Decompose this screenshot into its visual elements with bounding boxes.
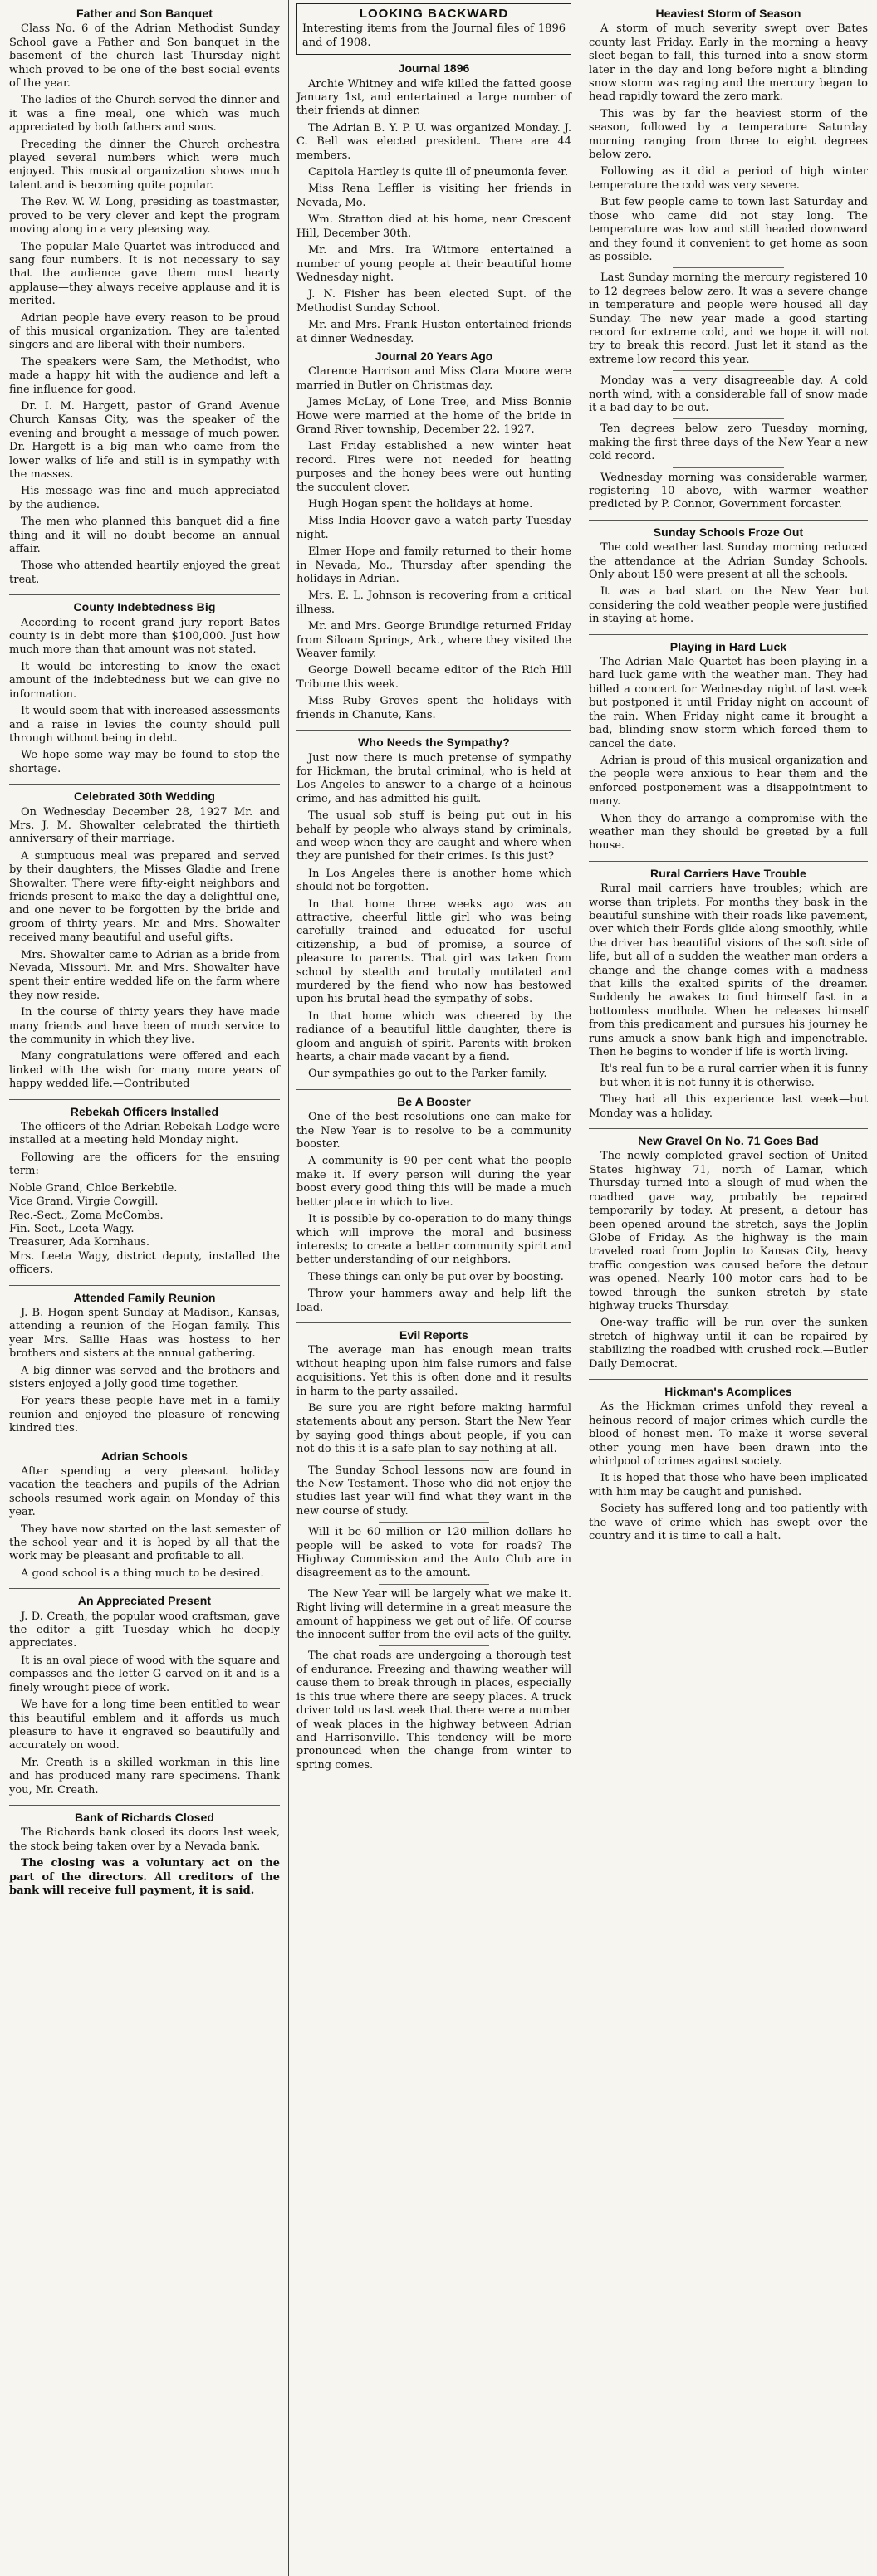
item-divider xyxy=(673,267,784,268)
item-divider xyxy=(379,1460,488,1461)
news-item: Mr. and Mrs. Frank Huston entertained friends at dinner Wednesday. xyxy=(296,319,571,345)
article-headline: Rural Carriers Have Trouble xyxy=(650,866,806,880)
article-paragraph: Adrian is proud of this musical organization and the people were anxious to hear them and the enforced postponement was a disappointment to many. xyxy=(589,754,868,809)
article-hard-luck xyxy=(589,640,868,853)
looking-backward-box xyxy=(296,3,571,55)
article-paragraph: One-way traffic will be run over the sunken stretch of highway until it can be repaired by stabilizing the roadbed with crushed rock.—Butler Daily Democrat. xyxy=(589,1317,868,1371)
article-storm xyxy=(589,7,868,512)
article-headline: Sunday Schools Froze Out xyxy=(653,525,804,539)
article-paragraph: As the Hickman crimes unfold they reveal a heinous record of major crimes which curdle the blood of honest men. To make it worse several other young men have been drawn into the whirlpool of crimes against society. xyxy=(589,1400,868,1468)
article-gravel xyxy=(589,1134,868,1371)
news-item: Last Friday established a new winter heat record. Fires were not needed for heating purposes and the honey bees were out hunting the succulent clover. xyxy=(296,440,571,494)
item-divider xyxy=(673,467,784,468)
article-divider xyxy=(9,1099,280,1100)
article-paragraph: It would seem that with increased assessments and a raise in levies the county should pull through without being in debt. xyxy=(9,705,280,745)
article-paragraph: It is hoped that those who have been implicated with him may be caught and punished. xyxy=(589,1472,868,1498)
article-headline: Attended Family Reunion xyxy=(73,1290,216,1304)
article-headline: Heaviest Storm of Season xyxy=(655,7,801,20)
column-middle xyxy=(292,0,576,2576)
article-paragraph: It is possible by co-operation to do many things which will improve the moral and business interests; to create a better community spirit and better understanding of our neighbors. xyxy=(296,1213,571,1267)
article-headline: County Indebtedness Big xyxy=(73,600,216,614)
article-paragraph: A big dinner was served and the brothers and sisters enjoyed a jolly good time together. xyxy=(9,1364,280,1391)
article-paragraph: After spending a very pleasant holiday vacation the teachers and pupils of the Adrian schools resumed work again on Monday of this year. xyxy=(9,1465,280,1519)
article-paragraph: Dr. I. M. Hargett, pastor of Grand Avenue Church Kansas City, was the speaker of the evening and brought a message of much power. Dr. Hargett is a big man who came from the lower walks of life and still is in sympathy with the masses. xyxy=(9,399,280,481)
news-item: Capitola Hartley is quite ill of pneumonia fever. xyxy=(308,166,569,179)
item-divider xyxy=(673,418,784,419)
article-paragraph: Following are the officers for the ensuing term: xyxy=(9,1151,280,1178)
article-paragraph: His message was fine and much appreciated by the audience. xyxy=(9,485,280,511)
article-paragraph: The newly completed gravel section of United States highway 71, north of Lamar, which Thursday turned into a slough of mud when the roadbed gave way, probably be repaired temporarily by today. At present, a detour has been opened around the stretch, says the Joplin Globe of Friday. As the highway is the main traveled road from Joplin to Kansas City, heavy traffic congestion was caused before the detour was opened. Nearly 100 motor cars had to be towed through the sunken stretch by state highway trucks Thursday. xyxy=(589,1150,868,1312)
news-item: Miss Rena Leffler is visiting her friends in Nevada, Mo. xyxy=(296,183,571,209)
officer-list xyxy=(9,1182,280,1278)
article-paragraph: They have now started on the last semester of the school year and it is hoped by all that the work may be pleasant and profitable to all. xyxy=(9,1523,280,1563)
item-divider xyxy=(673,370,784,371)
news-item: Clarence Harrison and Miss Clara Moore were married in Butler on Christmas day. xyxy=(296,365,571,392)
article-wedding xyxy=(9,789,280,1092)
article-paragraph: We hope some way may be found to stop the shortage. xyxy=(9,749,280,775)
article-divider xyxy=(589,1128,868,1129)
article-accomplices xyxy=(589,1385,868,1543)
article-paragraph: Many congratulations were offered and each linked with the wish for many more years of happy wedded life.—Contributed xyxy=(9,1050,280,1091)
article-paragraph: In the course of thirty years they have made many friends and have been of much service to the community in which they live. xyxy=(9,1006,280,1047)
article-divider xyxy=(296,730,571,731)
article-paragraph: J. D. Creath, the popular wood craftsman, gave the editor a gift Tuesday which he deeply appreciates. xyxy=(9,1610,280,1650)
article-paragraph: Last Sunday morning the mercury registered 10 to 12 degrees below zero. It was a severe change in temperature and people were housed all day Sunday. The new year made a good starting record for extreme cold, and we hope it will not try to break this record. Just let it stand as the extreme low record this year. xyxy=(589,271,868,366)
article-paragraph: The cold weather last Sunday morning reduced the attendance at the Adrian Sunday Schools. Only about 150 were present at all the schools. xyxy=(589,541,868,582)
article-headline: New Gravel On No. 71 Goes Bad xyxy=(638,1134,819,1148)
editorial-item: The chat roads are undergoing a thorough test of endurance. Freezing and thawing weather will cause them to break through in places, especially is this true where there are seepy places. A truck driver told us last week that there were a number of weak places in the highway between Adrian and Harrisonville. This tendency will be more pronounced when the change from winter to spring comes. xyxy=(296,1650,571,1772)
article-divider xyxy=(9,594,280,595)
article-paragraph: Following as it did a period of high winter temperature the cold was very severe. xyxy=(589,165,868,192)
article-paragraph: This was by far the heaviest storm of the season, followed by a temperature Saturday morning ranging from three to eight degrees below zero. xyxy=(589,107,868,162)
officer-item: Rec.-Sect., Zoma McCombs. xyxy=(9,1209,164,1222)
article-paragraph: Just now there is much pretense of sympathy for Hickman, the brutal criminal, who is held at Los Angeles to answer to a charge of a heinous crime, and has admitted his guilt. xyxy=(296,751,571,805)
article-paragraph: The average man has enough mean traits without heaping upon him false rumors and false acquisitions. Yet this is often done and it results in harm to the party assailed. xyxy=(296,1344,571,1398)
article-paragraph: The Adrian Male Quartet has been playing in a hard luck game with the weather man. They had billed a concert for Wednesday night of last week but postponed it until Friday night on account of the rain. When Friday night came it brought a bad, blinding snow storm which forced them to cancel the date. xyxy=(589,656,868,750)
item-divider xyxy=(379,1522,488,1523)
article-paragraph: The closing was a voluntary act on the part of the directors. All creditors of the bank will receive full payment, it is said. xyxy=(9,1857,280,1897)
news-item: Mr. and Mrs. Ira Witmore entertained a number of young people at their beautiful home Wednesday night. xyxy=(296,244,571,284)
article-paragraph: We have for a long time been entitled to wear this beautiful emblem and it affords us much pleasure to have it engraved so beautifully and accurately on wood. xyxy=(9,1699,280,1752)
news-item: Miss India Hoover gave a watch party Tuesday night. xyxy=(296,515,571,541)
article-paragraph: The speakers were Sam, the Methodist, who made a happy hit with the audience and left a fine influence for good. xyxy=(9,355,280,396)
article-rebekah xyxy=(9,1105,280,1278)
column-right xyxy=(585,0,872,2576)
article-headline: Who Needs the Sympathy? xyxy=(358,736,510,750)
article-divider xyxy=(9,1805,280,1806)
article-evil-reports xyxy=(296,1328,571,1772)
article-paragraph: According to recent grand jury report Bates county is in debt more than $100,000. Just how much more than that amount was not stated. xyxy=(9,616,280,657)
article-paragraph: In that home three weeks ago was an attractive, cheerful little girl who was being carefully trained and educated for useful citizenship, a bud of promise, a source of pleasure to parents. That girl was taken from school by stealth and brutally mutilated and murdered by the fiend who now has bestowed upon his brutal head the sympathy of sobs. xyxy=(296,897,571,1006)
news-item: J. N. Fisher has been elected Supt. of the Methodist Sunday School. xyxy=(296,288,571,315)
article-paragraph: The usual sob stuff is being put out in his behalf by people who always stand by criminals, and weep when they are caught and where when they are punished for their crimes. Is this just? xyxy=(296,809,571,863)
editorial-item: The New Year will be largely what we make it. Right living will determine in a great measure the amount of happiness we get out of life. Of course the innocent suffer from the evil acts of the guilty. xyxy=(296,1587,571,1642)
article-paragraph: Be sure you are right before making harmful statements about any person. Start the New Year by saying good things about people, if you can not do this it is a safe plan to say nothing at all. xyxy=(296,1401,571,1456)
article-divider xyxy=(589,634,868,635)
article-paragraph: Those who attended heartily enjoyed the great treat. xyxy=(9,560,280,586)
article-divider xyxy=(296,1089,571,1090)
article-headline: Bank of Richards Closed xyxy=(74,1810,214,1824)
article-reunion xyxy=(9,1291,280,1436)
article-present xyxy=(9,1594,280,1797)
article-paragraph: They had all this experience last week—but Monday was a holiday. xyxy=(589,1093,868,1120)
article-paragraph: The popular Male Quartet was introduced and sang four numbers. It is not necessary to say that the audience gave them most hearty applause—they always receive applause and it is merited. xyxy=(9,240,280,308)
article-paragraph: The Rev. W. W. Long, presiding as toastmaster, proved to be very clever and kept the program moving along in a very pleasing way. xyxy=(9,196,280,237)
news-item: Mrs. E. L. Johnson is recovering from a critical illness. xyxy=(296,589,571,616)
article-paragraph: On Wednesday December 28, 1927 Mr. and Mrs. J. M. Showalter celebrated the thirtieth anniversary of their marriage. xyxy=(9,805,280,846)
news-item: George Dowell became editor of the Rich Hill Tribune this week. xyxy=(296,664,571,691)
item-divider xyxy=(379,1584,488,1585)
article-paragraph: A sumptuous meal was prepared and served by their daughters, the Misses Gladie and Irene Showalter. There were fifty-eight neighbors and friends present to make the day a delightful one, and one never to be forgotten by the bride and groom of thirty years. Mr. and Mrs. Showalter received many beautiful and useful gifts. xyxy=(9,849,280,945)
article-paragraph: For years these people have met in a family reunion and enjoyed the pleasure of renewing kindred ties. xyxy=(9,1395,280,1435)
section-title: LOOKING BACKWARD xyxy=(359,7,509,21)
article-headline: Evil Reports xyxy=(399,1327,468,1342)
article-divider xyxy=(9,1285,280,1286)
article-paragraph: One of the best resolutions one can make for the New Year is to resolve to be a community booster. xyxy=(296,1111,571,1151)
article-paragraph: Society has suffered long and too patiently with the wave of crime which has swept over the country and it is time to call a halt. xyxy=(589,1503,868,1543)
news-item: Archie Whitney and wife killed the fatted goose January 1st, and entertained a large number of their friends at dinner. xyxy=(296,77,571,118)
article-paragraph: A good school is a thing much to be desired. xyxy=(21,1567,264,1580)
column-left xyxy=(5,0,284,2576)
officer-item: Treasurer, Ada Kornhaus. xyxy=(9,1236,149,1249)
news-item: Miss Ruby Groves spent the holidays with friends in Chanute, Kans. xyxy=(296,695,571,721)
article-paragraph: A storm of much severity swept over Bates county last Friday. Early in the morning a heavy sleet began to fall, this turned into a snow storm later in the day and long before night a blinding snow storm was raging and the mercury began to head rapidly toward the zero mark. xyxy=(589,22,868,104)
article-bank xyxy=(9,1811,280,1898)
news-item: Wm. Stratton died at his home, near Crescent Hill, December 30th. xyxy=(296,213,571,240)
article-paragraph: It's real fun to be a rural carrier when it is funny—but when it is not funny it is otherwise. xyxy=(589,1063,868,1089)
article-headline: Adrian Schools xyxy=(100,1449,189,1463)
article-paragraph: J. B. Hogan spent Sunday at Madison, Kansas, attending a reunion of the Hogan family. This year Mrs. Sallie Haas was hostess to her brothers and sisters at the annual gathering. xyxy=(9,1306,280,1361)
column-rule xyxy=(288,0,289,2576)
article-headline: Celebrated 30th Wedding xyxy=(73,789,216,804)
article-divider xyxy=(589,861,868,862)
article-father-son xyxy=(9,7,280,587)
article-paragraph: Ten degrees below zero Tuesday morning, making the first three days of the New Year a new cold record. xyxy=(589,423,868,463)
article-paragraph: The men who planned this banquet did a fine thing and it will no doubt become an annual affair. xyxy=(9,516,280,556)
article-paragraph: In Los Angeles there is another home which should not be forgotten. xyxy=(296,867,571,894)
news-item: Hugh Hogan spent the holidays at home. xyxy=(308,498,533,511)
article-divider xyxy=(296,1322,571,1323)
article-paragraph: Wednesday morning was considerable warmer, registering 10 above, with warmer weather predicted by P. Connor, Government forcaster. xyxy=(589,471,868,511)
officer-item: Fin. Sect., Leeta Wagy. xyxy=(9,1222,135,1235)
officer-item: Mrs. Leeta Wagy, district deputy, installed the officers. xyxy=(9,1249,280,1277)
article-paragraph: A community is 90 per cent what the people make it. If every person will during the year boost every good thing this will be made a much better place in which to live. xyxy=(296,1155,571,1209)
article-carriers xyxy=(589,867,868,1121)
article-headline: Rebekah Officers Installed xyxy=(70,1104,219,1118)
officer-item: Noble Grand, Chloe Berkebile. xyxy=(9,1181,178,1195)
article-divider xyxy=(589,1379,868,1380)
article-paragraph: In that home which was cheered by the radiance of a beautiful little daughter, there is gloom and anguish of spirit. Parents with broken hearts, a chair made vacant by a fiend. xyxy=(296,1009,571,1064)
subsection-headline: Journal 20 Years Ago xyxy=(375,349,493,363)
article-headline: Playing in Hard Luck xyxy=(669,639,787,653)
article-headline: Father and Son Banquet xyxy=(76,7,213,20)
article-schools xyxy=(9,1449,280,1581)
section-subtitle: Interesting items from the Journal files of 1896 and of 1908. xyxy=(302,22,566,49)
article-paragraph: These things can only be put over by boosting. xyxy=(308,1270,564,1283)
article-paragraph: Class No. 6 of the Adrian Methodist Sunday School gave a Father and Son banquet in the basement of the church last Thursday night which proved to be one of the best social events of the year. xyxy=(9,22,280,90)
article-divider xyxy=(9,1588,280,1589)
article-paragraph: Mrs. Showalter came to Adrian as a bride from Nevada, Missouri. Mr. and Mrs. Showalter have spent their entire wedded life on the farm where they now reside. xyxy=(9,948,280,1002)
article-paragraph: It was a bad start on the New Year but considering the cold weather people were justified in staying at home. xyxy=(589,585,868,626)
article-paragraph: The ladies of the Church served the dinner and it was a fine meal, one which was much appreciated by both fathers and sons. xyxy=(9,94,280,134)
officer-item: Vice Grand, Virgie Cowgill. xyxy=(9,1195,159,1209)
article-county-debt xyxy=(9,600,280,776)
news-item: Mr. and Mrs. George Brundige returned Friday from Siloam Springs, Ark., where they visited the Weaver family. xyxy=(296,620,571,661)
subsection-headline: Journal 1896 xyxy=(398,61,470,76)
editorial-item: The Sunday School lessons now are found in the New Testament. Those who did not enjoy the studies last year will find what they want in the new course of study. xyxy=(296,1464,571,1518)
article-paragraph: Preceding the dinner the Church orchestra played several numbers which were much enjoyed. This musical organization shows much talent and is becoming quite popular. xyxy=(9,138,280,192)
article-paragraph: Adrian people have every reason to be proud of this musical organization. They are talented singers and are liberal with their numbers. xyxy=(9,311,280,352)
article-headline: Be A Booster xyxy=(397,1094,471,1108)
article-headline: An Appreciated Present xyxy=(77,1594,212,1608)
article-paragraph: But few people came to town last Saturday and those who came did not stay long. The temperature was low and still headed downward and they found it convenient to get home as soon as possible. xyxy=(589,196,868,263)
article-paragraph: It is an oval piece of wood with the square and compasses and the letter G carved on it and is a finely wrought piece of work. xyxy=(9,1654,280,1694)
journal-20-years xyxy=(296,349,571,722)
editorial-item: Will it be 60 million or 120 million dollars he people will be asked to vote for roads? The Highway Commission and the Auto Club are in disagreement as to the amount. xyxy=(296,1526,571,1580)
article-sunday-schools xyxy=(589,525,868,627)
journal-1896 xyxy=(296,61,571,346)
article-headline: Hickman's Acomplices xyxy=(664,1384,792,1398)
article-paragraph: Throw your hammers away and help lift the load. xyxy=(296,1288,571,1314)
article-paragraph: Rural mail carriers have troubles; which are worse than triplets. For months they bask in the beautiful sunshine with their roads like pavement, over which their Fords glide along smoothly, while the driver has beautiful visions of the soft side of life, but all of a sudden the weather man orders a change and the change comes with a madness that kills the exalted spirits of the dreamer. Suddenly he awakes to find himself fast in a bottomless mudhole. When he releases himself from this predicament and pursues his journey he runs amuck a snow bank high and impenetrable. Then he begins to wonder if life is worth living. xyxy=(589,882,868,1059)
article-sympathy xyxy=(296,736,571,1082)
article-paragraph: Mr. Creath is a skilled workman in this line and has produced many rare specimens. Thank you, Mr. Creath. xyxy=(9,1756,280,1796)
article-paragraph: Monday was a very disagreeable day. A cold north wind, with a considerable fall of snow made it a bad day to be out. xyxy=(589,374,868,414)
news-item: Elmer Hope and family returned to their home in Nevada, Mo., Thursday after spending the holidays in Adrian. xyxy=(296,545,571,586)
item-divider xyxy=(379,1645,488,1646)
article-divider xyxy=(589,520,868,521)
article-paragraph: When they do arrange a compromise with the weather man they should be greeted by a full house. xyxy=(589,812,868,853)
article-divider xyxy=(9,784,280,785)
article-paragraph: The Richards bank closed its doors last week, the stock being taken over by a Nevada bank. xyxy=(9,1826,280,1853)
article-paragraph: The officers of the Adrian Rebekah Lodge were installed at a meeting held Monday night. xyxy=(9,1121,280,1147)
news-item: The Adrian B. Y. P. U. was organized Monday. J. C. Bell was elected president. There are 44 members. xyxy=(296,121,571,162)
article-booster xyxy=(296,1095,571,1315)
news-item: James McLay, of Lone Tree, and Miss Bonnie Howe were married at the home of the bride in Grand River township, December 22. 1927. xyxy=(296,396,571,436)
article-paragraph: Our sympathies go out to the Parker family. xyxy=(308,1068,547,1081)
article-paragraph: It would be interesting to know the exact amount of the indebtedness but we can give no information. xyxy=(9,660,280,701)
